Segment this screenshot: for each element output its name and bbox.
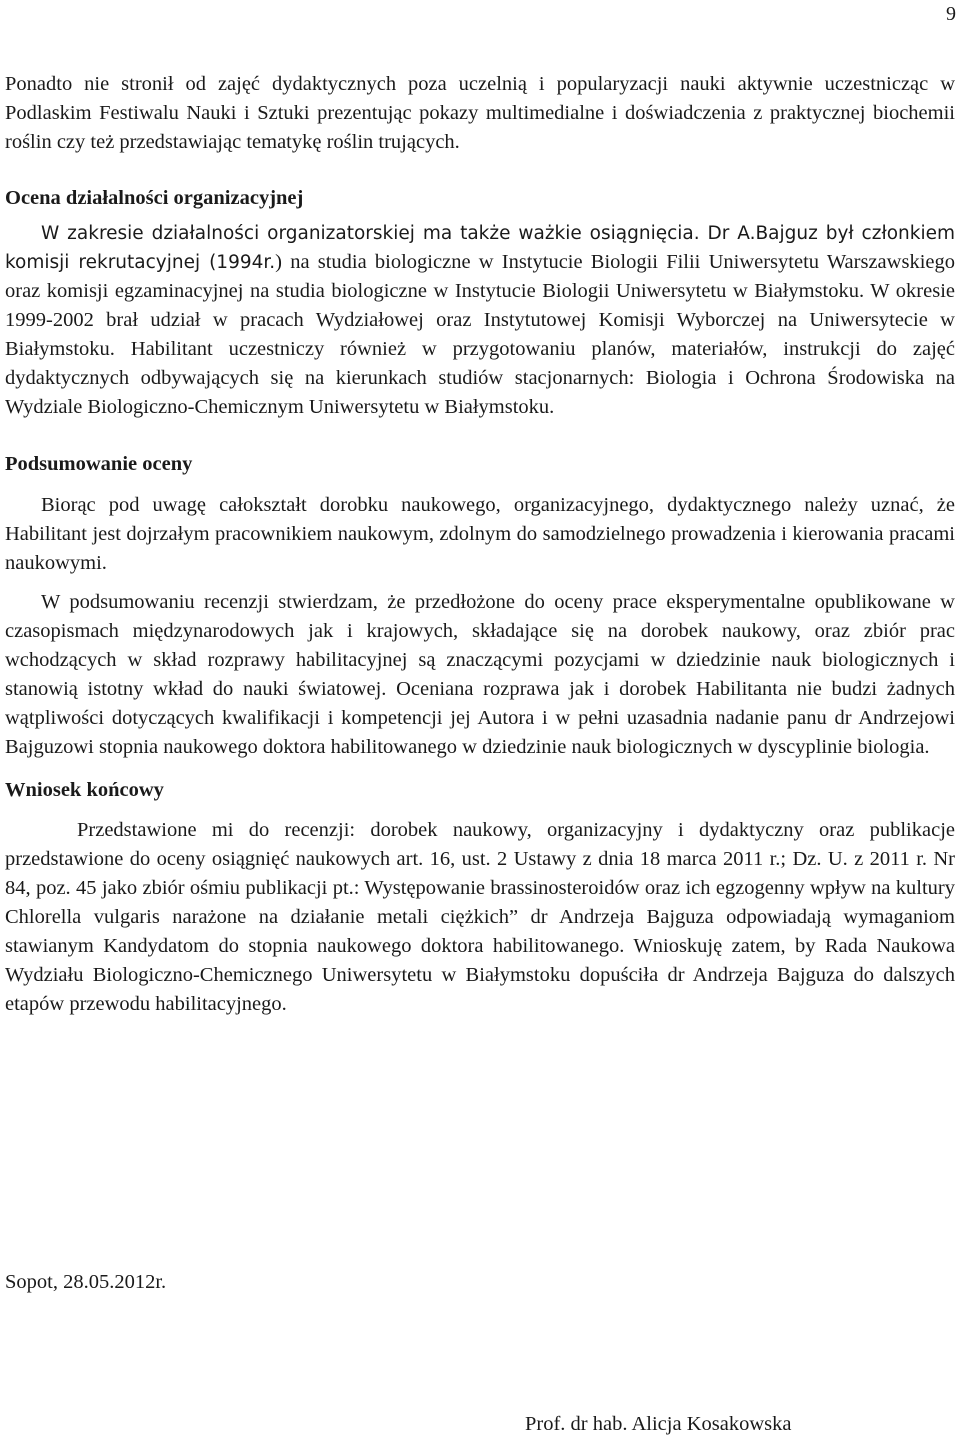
- document-body: [5, 70, 955, 1019]
- place-date: Sopot, 28.05.2012r.: [5, 1271, 167, 1293]
- signature: Prof. dr hab. Alicja Kosakowska: [525, 1413, 792, 1435]
- org-sentence-2: ) na studia biologiczne w Instytucie Biologii Filii Uniwersytetu Warszawskiego oraz komisji egzaminacyjnej na studia biologiczne w Instytucie Biologii Uniwersytetu w Białymstoku.: [5, 251, 955, 302]
- org-sentence-1: W zakresie działalności organizatorskiej ma także ważkie osiągnięcia. Dr A.Bajguz był członkiem komisji rekrutacyjnej (1994r.: [5, 223, 955, 273]
- intro-paragraph: Ponadto nie stronił od zajęć dydaktycznych poza uczelnią i popularyzacji nauki aktywnie uczestnicząc w Podlaskim Festiwalu Nauki i Sztuki prezentując pokazy multimedialne i doświadczenia z praktycznej biochemii roślin czy też przedstawiając tematykę roślin trujących.: [5, 73, 955, 153]
- org-paragraph: [5, 219, 955, 422]
- conclusion-paragraph: Przedstawione mi do recenzji: dorobek naukowy, organizacyjny i dydaktyczny oraz publikacje przedstawione do oceny osiągnięć naukowych art. 16, ust. 2 Ustawy z dnia 18 marca 2011 r.; Dz. U. z 2011 r. Nr 84, poz. 45 jako zbiór ośmiu publikacji pt.: Występowanie brassinosteroidów oraz ich egzogenny wpływ na kultury Chlorella vulgaris narażone na działanie metali ciężkich” dr Andrzeja Bajguza odpowiadają wymaganiom stawianym Kandydatom do stopnia naukowego doktora habilitowanego. Wnioskuję zatem, by Rada Naukowa Wydziału Biologiczno-Chemicznego Uniwersytetu w Białymstoku dopuściła dr Andrzeja Bajguza do dalszych etapów przewodu habilitacyjnego.: [5, 819, 955, 1015]
- page-number: 9: [946, 3, 956, 25]
- conclusion-heading: Wniosek końcowy: [5, 779, 164, 801]
- org-sentence-3: W okresie 1999-2002 brał udział w pracach Wydziałowej oraz Instytutowej Komisji Wyborczej na Uniwersytecie w Białymstoku. Habilitant uczestniczy również w przygotowaniu planów, materiałów, instrukcji do zajęć dydaktycznych odbywających się na kierunkach studiów stacjonarnych: Biologia i Ochrona Środowiska na Wydziale Biologiczno-Chemicznym Uniwersytetu w Białymstoku.: [5, 280, 955, 418]
- summary-heading: Podsumowanie oceny: [5, 453, 193, 475]
- summary-paragraph-2: W podsumowaniu recenzji stwierdzam, że przedłożone do oceny prace eksperymentalne opublikowane w czasopismach międzynarodowych jak i krajowych, składające się na dorobek naukowy, oraz zbiór prac wchodzących w skład rozprawy habilitacyjnej są znaczącymi pozycjami w dziedzinie nauk biologicznych i stanowią istotny wkład do nauki światowej. Oceniana rozprawa jak i dorobek Habilitanta nie budzi żadnych wątpliwości dotyczących kwalifikacji i kompetencji jej Autora i w pełni uzasadnia nadanie panu dr Andrzejowi Bajguzowi stopnia naukowego doktora habilitowanego w dziedzinie nauk biologicznych w dyscyplinie biologia.: [5, 591, 955, 758]
- org-heading: Ocena działalności organizacyjnej: [5, 187, 304, 209]
- summary-paragraph-1: Biorąc pod uwagę całokształt dorobku naukowego, organizacyjnego, dydaktycznego należy uznać, że Habilitant jest dojrzałym pracownikiem naukowym, zdolnym do samodzielnego prowadzenia i kierowania pracami naukowymi.: [5, 494, 955, 574]
